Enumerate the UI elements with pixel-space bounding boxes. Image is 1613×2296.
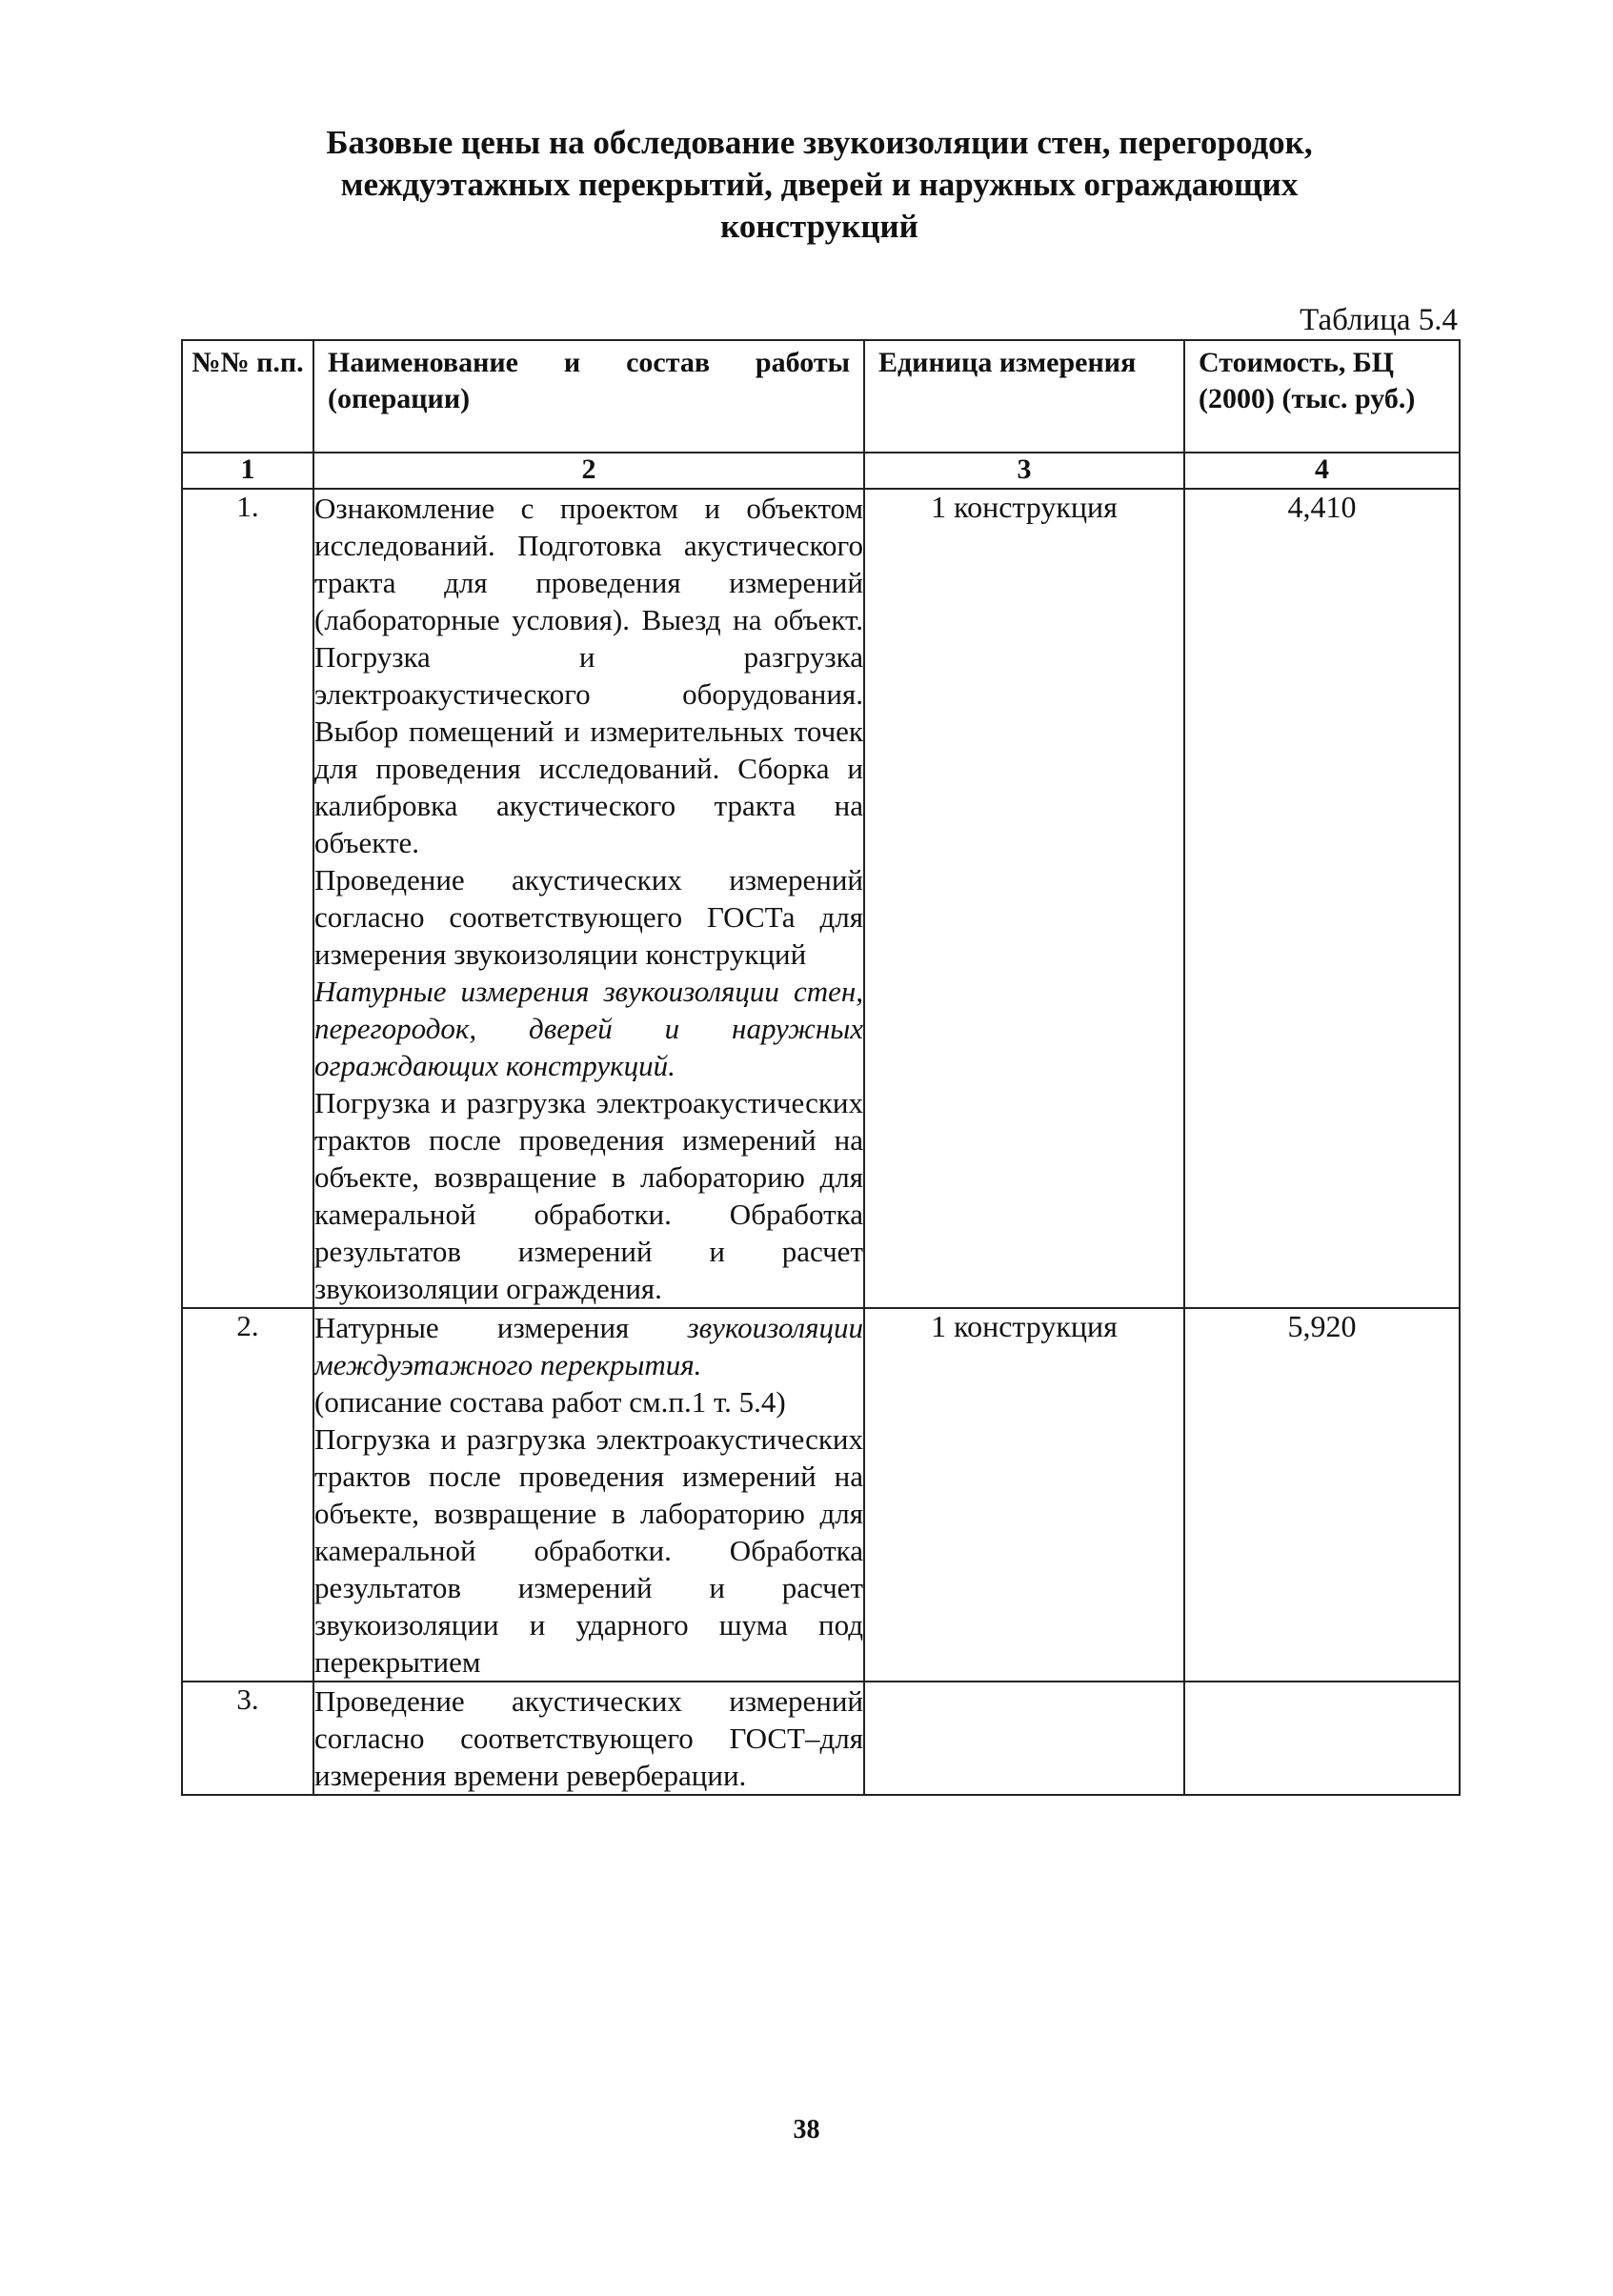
description-paragraph: Погрузка и разгрузка электроакустических трактов после проведения измерений на объекте, возвращение в лабораторию для камеральной обработки. Обработка результатов измерений и расчет звукоизоляции и ударного шума под перекрытием: [314, 1422, 863, 1679]
row-number: 1.: [182, 489, 313, 1308]
price-table: [181, 339, 1461, 1796]
row-number: 3.: [182, 1682, 313, 1795]
description-paragraph: Ознакомление с проектом и объектом исследований. Подготовка акустического тракта для проведения измерений (лабораторные условия). Выезд на объект. Погрузка и разгрузка электроакустического оборудования. Выбор помещений и измерительных точек для проведения исследований. Сборка и калибровка акустического тракта на объекте.: [314, 492, 863, 859]
row-price: 5,920: [1184, 1308, 1460, 1682]
title-line-3: конструкций: [720, 208, 918, 245]
description-paragraph: (описание состава работ см.п.1 т. 5.4): [314, 1385, 786, 1419]
description-paragraph: Проведение акустических измерений согласно соответствующего ГОСТ–для измерения времени реверберации.: [314, 1684, 863, 1792]
table-row: [182, 489, 1460, 1308]
table-header-row: [182, 340, 1460, 453]
row-unit: 1 конструкция: [864, 1308, 1184, 1682]
row-description: [313, 1682, 864, 1795]
header-number: №№ п.п.: [182, 340, 313, 453]
table-caption: Таблица 5.4: [1300, 303, 1458, 337]
column-number: 3: [864, 453, 1184, 489]
description-paragraph: Натурные измерения звукоизоляции стен, перегородок, дверей и наружных ограждающих конструкций.: [314, 975, 863, 1082]
row-price: 4,410: [1184, 489, 1460, 1308]
description-paragraph: Погрузка и разгрузка электроакустических трактов после проведения измерений на объекте, возвращение в лабораторию для камеральной обработки. Обработка результатов измерений и расчет звукоизоляции ограждения.: [314, 1086, 863, 1305]
header-price: Стоимость, БЦ (2000) (тыс. руб.): [1184, 340, 1460, 453]
header-work-name: Наименование и состав работы (операции): [313, 340, 864, 453]
description-paragraph: Проведение акустических измерений согласно соответствующего ГОСТа для измерения звукоизоляции конструкций: [314, 863, 863, 971]
column-number: 4: [1184, 453, 1460, 489]
column-number: 2: [313, 453, 864, 489]
page-number: 38: [793, 2115, 820, 2145]
column-number: 1: [182, 453, 313, 489]
table-row: [182, 1682, 1460, 1795]
row-price: [1184, 1682, 1460, 1795]
page-title: [152, 122, 1486, 248]
title-line-2: междуэтажных перекрытий, дверей и наружных ограждающих: [340, 166, 1299, 203]
row-number: 2.: [182, 1308, 313, 1682]
row-description: [313, 489, 864, 1308]
description-paragraph: Натурные измерения звукоизоляции междуэтажного перекрытия.: [314, 1311, 863, 1381]
row-description: [313, 1308, 864, 1682]
title-line-1: Базовые цены на обследование звукоизоляции стен, перегородок,: [326, 124, 1313, 161]
row-unit: 1 конструкция: [864, 489, 1184, 1308]
column-number-row: [182, 453, 1460, 489]
header-unit: Единица измерения: [864, 340, 1184, 453]
row-unit: [864, 1682, 1184, 1795]
table-row: [182, 1308, 1460, 1682]
